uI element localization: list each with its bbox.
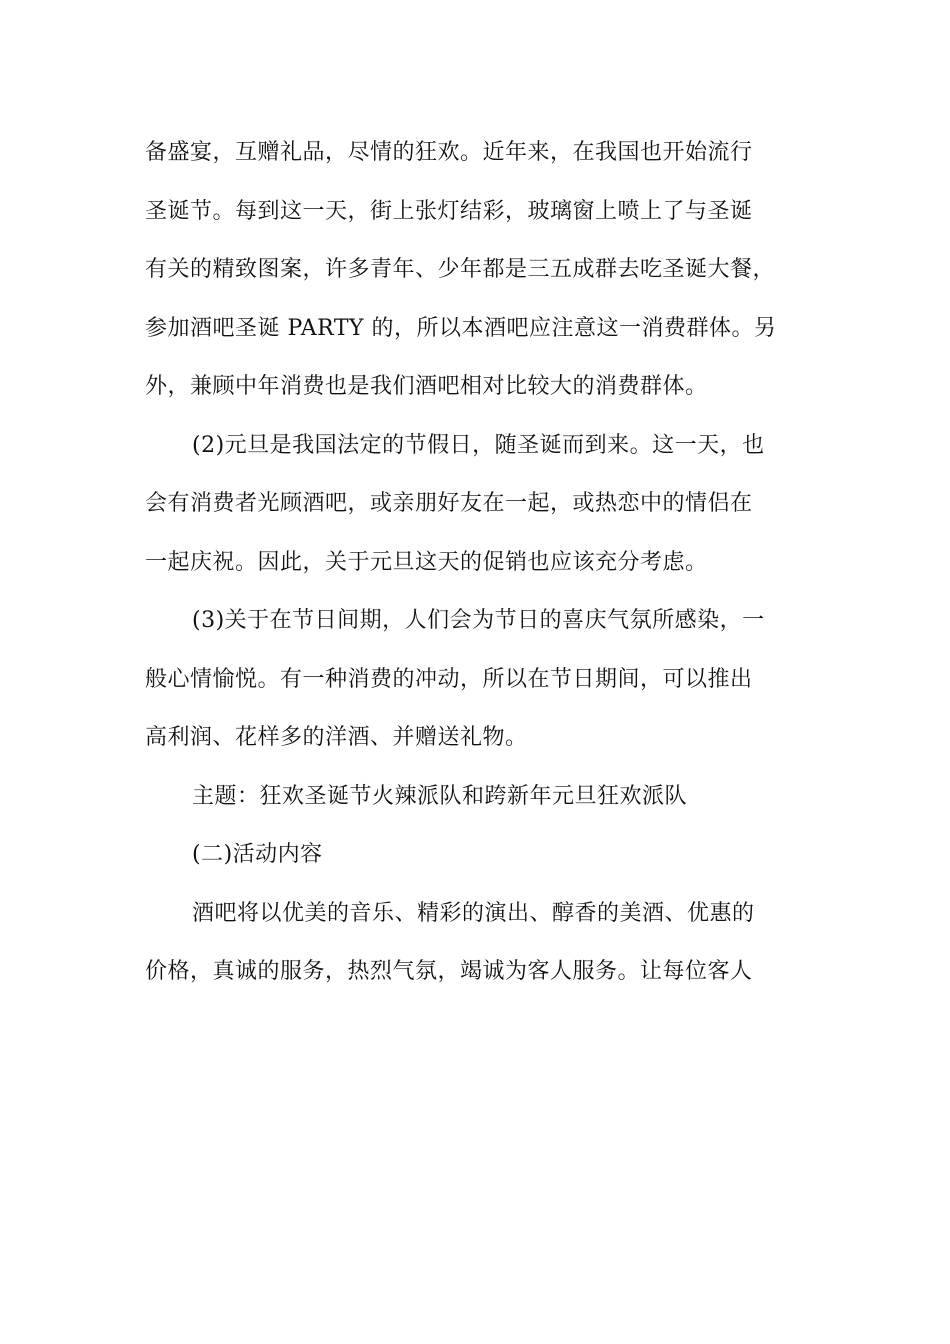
text-line-7: 会有消费者光顾酒吧，或亲朋好友在一起，或热恋中的情侣在	[145, 491, 753, 516]
text-line-9: (3)关于在节日间期，人们会为节日的喜庆气氛所感染，一	[192, 608, 765, 633]
text-line-15: 价格，真诚的服务，热烈气氛，竭诚为客人服务。让每位客人	[145, 959, 753, 984]
text-line-3: 有关的精致图案，许多青年、少年都是三五成群去吃圣诞大餐，	[145, 257, 776, 282]
text-line-13: (二)活动内容	[192, 842, 323, 867]
text-line-6: (2)元旦是我国法定的节假日，随圣诞而到来。这一天，也	[192, 432, 765, 458]
text-line-14: 酒吧将以优美的音乐、精彩的演出、醇香的美酒、优惠的	[192, 900, 755, 926]
text-line-11: 高利润、花样多的洋酒、并赠送礼物。	[145, 725, 528, 750]
document-body	[145, 124, 810, 1002]
text-line-5: 外，兼顾中年消费也是我们酒吧相对比较大的消费群体。	[145, 374, 708, 399]
text-line-10: 般心情愉悦。有一种消费的冲动，所以在节日期间，可以推出	[145, 666, 753, 692]
text-line-8: 一起庆祝。因此，关于元旦这天的促销也应该充分考虑。	[145, 549, 708, 575]
text-line-1: 备盛宴，互赠礼品，尽情的狂欢。近年来，在我国也开始流行	[145, 140, 753, 165]
text-line-2: 圣诞节。每到这一天，街上张灯结彩，玻璃窗上喷上了与圣诞	[145, 198, 753, 224]
text-line-12: 主题：狂欢圣诞节火辣派队和跨新年元旦狂欢派队	[192, 783, 688, 809]
text-line-4: 参加酒吧圣诞 PARTY 的，所以本酒吧应注意这一消费群体。另	[145, 315, 777, 341]
